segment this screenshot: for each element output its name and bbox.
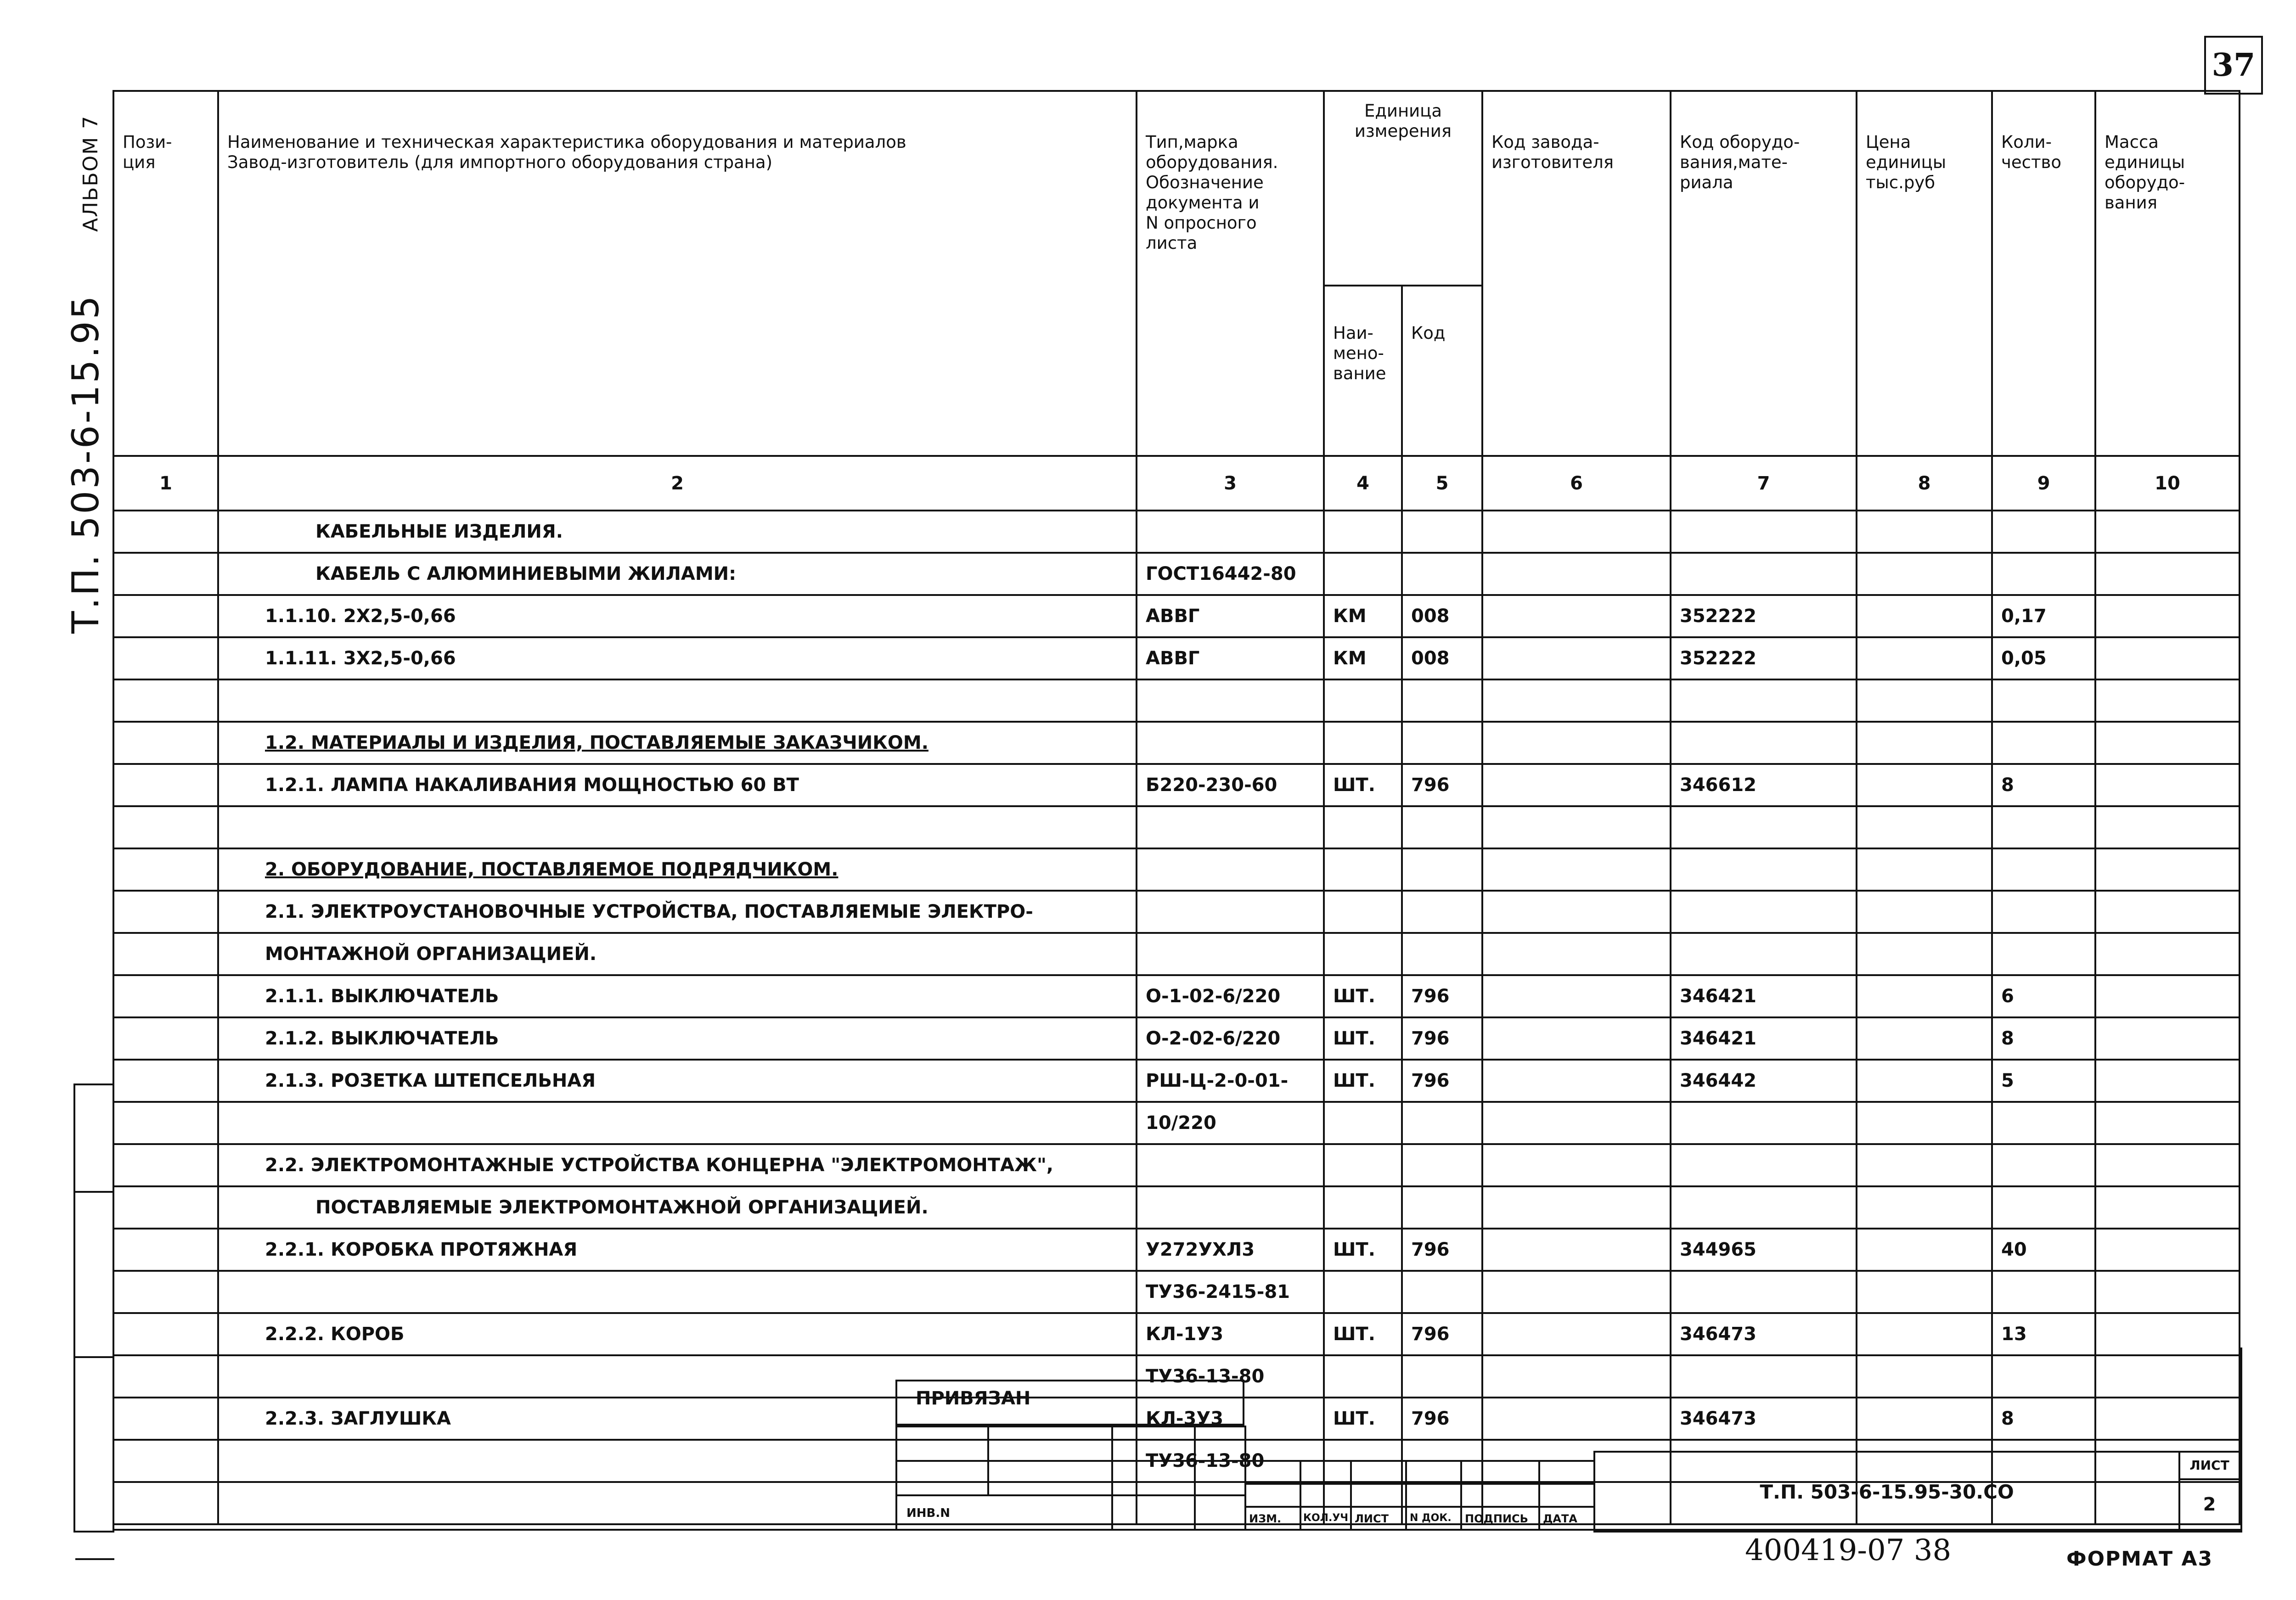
cell-position bbox=[113, 764, 218, 806]
cell-name: КАБЕЛЬНЫЕ ИЗДЕЛИЯ. bbox=[218, 511, 1137, 553]
cell-mass bbox=[2095, 595, 2240, 637]
cell-unit: ШТ. bbox=[1324, 1060, 1402, 1102]
cell-material-code: 346421 bbox=[1671, 975, 1857, 1017]
cell-position bbox=[113, 806, 218, 848]
cell-type bbox=[1137, 1144, 1324, 1186]
cell-position bbox=[113, 848, 218, 891]
cell-price bbox=[1857, 637, 1992, 679]
cell-price bbox=[1857, 975, 1992, 1017]
header-unit-name: Наи- мено- вание bbox=[1324, 286, 1402, 456]
column-number: 8 bbox=[1857, 456, 1992, 511]
cell-price bbox=[1857, 1186, 1992, 1229]
cell-name bbox=[218, 1271, 1137, 1313]
cell-material-code: 346421 bbox=[1671, 1017, 1857, 1060]
project-code-vertical: Т.П. 503-6-15.95 bbox=[64, 294, 107, 634]
cell-quantity bbox=[1992, 553, 2095, 595]
column-number: 2 bbox=[218, 456, 1137, 511]
cell-unit bbox=[1324, 679, 1402, 722]
format-label: ФОРМАТ А3 bbox=[2066, 1547, 2213, 1571]
cell-type bbox=[1137, 679, 1324, 722]
cell-unit-code: 796 bbox=[1402, 1017, 1482, 1060]
cell-position bbox=[113, 1271, 218, 1313]
col-ndok: N ДОК. bbox=[1407, 1508, 1462, 1531]
revision-stamp bbox=[895, 1380, 1244, 1529]
cell-name bbox=[218, 1102, 1137, 1144]
cell-price bbox=[1857, 1229, 1992, 1271]
frame-line bbox=[75, 1558, 114, 1560]
cell-type: КЛ-3У3 bbox=[1137, 1398, 1324, 1440]
cell-type: ТУ36-13-80 bbox=[1137, 1355, 1324, 1398]
cell-unit bbox=[1324, 553, 1402, 595]
table-row bbox=[113, 1102, 2240, 1144]
cell-mass bbox=[2095, 975, 2240, 1017]
cell-unit-code: 796 bbox=[1402, 1398, 1482, 1440]
cell-position bbox=[113, 891, 218, 933]
cell-material-code: 352222 bbox=[1671, 637, 1857, 679]
cell-unit-code bbox=[1402, 1271, 1482, 1313]
cell-material-code bbox=[1671, 806, 1857, 848]
cell-plant-code bbox=[1482, 848, 1671, 891]
cell-material-code bbox=[1671, 511, 1857, 553]
cell-material-code: 346442 bbox=[1671, 1060, 1857, 1102]
cell-unit bbox=[1324, 848, 1402, 891]
cell-unit-code bbox=[1402, 553, 1482, 595]
cell-unit-code bbox=[1402, 891, 1482, 933]
album-label: АЛЬБОМ 7 bbox=[79, 115, 102, 232]
cell-position bbox=[113, 933, 218, 975]
cell-price bbox=[1857, 679, 1992, 722]
table-row bbox=[113, 1271, 2240, 1313]
cell-material-code bbox=[1671, 891, 1857, 933]
cell-quantity: 40 bbox=[1992, 1229, 2095, 1271]
cell-quantity bbox=[1992, 1186, 2095, 1229]
col-kolvo: КОЛ.УЧ bbox=[1301, 1508, 1352, 1531]
cell-unit-code: 796 bbox=[1402, 975, 1482, 1017]
cell-unit bbox=[1324, 1144, 1402, 1186]
cell-name: 1.1.10. 2Х2,5-0,66 bbox=[218, 595, 1137, 637]
header-mass: Масса единицы оборудо- вания bbox=[2095, 91, 2240, 456]
cell-type bbox=[1137, 933, 1324, 975]
cell-type: АВВГ bbox=[1137, 595, 1324, 637]
cell-unit: ШТ. bbox=[1324, 1398, 1402, 1440]
cell-plant-code bbox=[1482, 1144, 1671, 1186]
cell-name: МОНТАЖНОЙ ОРГАНИЗАЦИЕЙ. bbox=[218, 933, 1137, 975]
cell-type: 10/220 bbox=[1137, 1102, 1324, 1144]
cell-quantity bbox=[1992, 679, 2095, 722]
cell-material-code: 346612 bbox=[1671, 764, 1857, 806]
cell-material-code bbox=[1671, 1186, 1857, 1229]
cell-mass bbox=[2095, 806, 2240, 848]
cell-unit bbox=[1324, 722, 1402, 764]
frame-line bbox=[75, 1356, 114, 1358]
cell-position bbox=[113, 975, 218, 1017]
cell-quantity: 5 bbox=[1992, 1060, 2095, 1102]
cell-name: 2.2.2. КОРОБ bbox=[218, 1313, 1137, 1355]
cell-position bbox=[113, 679, 218, 722]
cell-unit-code bbox=[1402, 933, 1482, 975]
cell-position bbox=[113, 722, 218, 764]
cell-unit bbox=[1324, 933, 1402, 975]
cell-name: 2.1.3. РОЗЕТКА ШТЕПСЕЛЬНАЯ bbox=[218, 1060, 1137, 1102]
cell-price bbox=[1857, 722, 1992, 764]
cell-mass bbox=[2095, 764, 2240, 806]
cell-price bbox=[1857, 553, 1992, 595]
title-block bbox=[1593, 1451, 2242, 1533]
cell-material-code bbox=[1671, 553, 1857, 595]
header-plant-code: Код завода- изготовителя bbox=[1482, 91, 1671, 456]
cell-mass bbox=[2095, 637, 2240, 679]
cell-quantity: 6 bbox=[1992, 975, 2095, 1017]
table-row bbox=[113, 933, 2240, 975]
cell-quantity bbox=[1992, 1271, 2095, 1313]
cell-name: 2.2.1. КОРОБКА ПРОТЯЖНАЯ bbox=[218, 1229, 1137, 1271]
column-number: 1 bbox=[113, 456, 218, 511]
table-row bbox=[113, 511, 2240, 553]
cell-price bbox=[1857, 595, 1992, 637]
cell-price bbox=[1857, 764, 1992, 806]
cell-position bbox=[113, 511, 218, 553]
cell-plant-code bbox=[1482, 553, 1671, 595]
table-row bbox=[113, 848, 2240, 891]
table-row bbox=[113, 975, 2240, 1017]
specification-table bbox=[113, 90, 2240, 1525]
cell-quantity bbox=[1992, 1144, 2095, 1186]
cell-material-code: 344965 bbox=[1671, 1229, 1857, 1271]
header-name: Наименование и техническая характеристика оборудования и материалов Завод-изготовитель (для импортного оборудования страна) bbox=[218, 91, 1137, 456]
cell-name: КАБЕЛЬ С АЛЮМИНИЕВЫМИ ЖИЛАМИ: bbox=[218, 553, 1137, 595]
cell-unit: ШТ. bbox=[1324, 1017, 1402, 1060]
cell-quantity bbox=[1992, 511, 2095, 553]
cell-unit bbox=[1324, 1186, 1402, 1229]
cell-position bbox=[113, 637, 218, 679]
cell-unit bbox=[1324, 1102, 1402, 1144]
cell-mass bbox=[2095, 1060, 2240, 1102]
cell-price bbox=[1857, 1144, 1992, 1186]
page-number: 37 bbox=[2204, 36, 2263, 95]
column-number: 4 bbox=[1324, 456, 1402, 511]
cell-type: ТУ36-13-80 bbox=[1137, 1440, 1324, 1482]
stamp-grid bbox=[895, 1426, 1246, 1531]
table-row bbox=[113, 637, 2240, 679]
sheet-number: 2 bbox=[2203, 1494, 2216, 1515]
cell-plant-code bbox=[1482, 1271, 1671, 1313]
cell-mass bbox=[2095, 1229, 2240, 1271]
cell-type bbox=[1137, 511, 1324, 553]
cell-position bbox=[113, 1229, 218, 1271]
cell-price bbox=[1857, 1271, 1992, 1313]
cell-name: 2.1.2. ВЫКЛЮЧАТЕЛЬ bbox=[218, 1017, 1137, 1060]
table-row bbox=[113, 1017, 2240, 1060]
header-type: Тип,марка оборудования. Обозначение документа и N опросного листа bbox=[1137, 91, 1324, 456]
cell-material-code bbox=[1671, 679, 1857, 722]
cell-quantity bbox=[1992, 806, 2095, 848]
inventory-number: 400419-07 38 bbox=[1745, 1533, 1952, 1567]
document-code: Т.П. 503-6-15.95-30.СО bbox=[1595, 1453, 2180, 1531]
table-row bbox=[113, 553, 2240, 595]
cell-unit bbox=[1324, 511, 1402, 553]
cell-quantity: 0,05 bbox=[1992, 637, 2095, 679]
cell-price bbox=[1857, 933, 1992, 975]
cell-quantity bbox=[1992, 891, 2095, 933]
cell-mass bbox=[2095, 1186, 2240, 1229]
cell-plant-code bbox=[1482, 637, 1671, 679]
inventory-label: ИНВ.N bbox=[897, 1496, 1113, 1531]
cell-material-code: 346473 bbox=[1671, 1313, 1857, 1355]
cell-material-code bbox=[1671, 1102, 1857, 1144]
header-material-code: Код оборудо- вания,мате- риала bbox=[1671, 91, 1857, 456]
bound-label: ПРИВЯЗАН bbox=[895, 1380, 1244, 1426]
sheet-label: ЛИСТ bbox=[2178, 1453, 2240, 1480]
cell-mass bbox=[2095, 1144, 2240, 1186]
cell-type bbox=[1137, 1186, 1324, 1229]
table-row bbox=[113, 595, 2240, 637]
cell-unit-code bbox=[1402, 679, 1482, 722]
cell-type: ТУ36-2415-81 bbox=[1137, 1271, 1324, 1313]
cell-unit bbox=[1324, 891, 1402, 933]
cell-unit-code: 796 bbox=[1402, 1229, 1482, 1271]
cell-name: 2. ОБОРУДОВАНИЕ, ПОСТАВЛЯЕМОЕ ПОДРЯДЧИКОМ. bbox=[218, 848, 1137, 891]
cell-plant-code bbox=[1482, 679, 1671, 722]
cell-price bbox=[1857, 1102, 1992, 1144]
cell-unit: ШТ. bbox=[1324, 764, 1402, 806]
cell-plant-code bbox=[1482, 511, 1671, 553]
cell-type: О-2-02-6/220 bbox=[1137, 1017, 1324, 1060]
cell-plant-code bbox=[1482, 975, 1671, 1017]
cell-price bbox=[1857, 848, 1992, 891]
table-row bbox=[113, 891, 2240, 933]
cell-mass bbox=[2095, 1271, 2240, 1313]
cell-unit bbox=[1324, 1271, 1402, 1313]
cell-type bbox=[1137, 806, 1324, 848]
col-data: ДАТА bbox=[1540, 1508, 1595, 1531]
cell-material-code bbox=[1671, 933, 1857, 975]
cell-material-code: 352222 bbox=[1671, 595, 1857, 637]
cell-mass bbox=[2095, 848, 2240, 891]
cell-position bbox=[113, 1060, 218, 1102]
cell-type bbox=[1137, 848, 1324, 891]
cell-unit: ШТ. bbox=[1324, 1313, 1402, 1355]
column-numbers-row bbox=[113, 456, 2240, 511]
cell-position bbox=[113, 1186, 218, 1229]
cell-quantity bbox=[1992, 933, 2095, 975]
cell-mass bbox=[2095, 1102, 2240, 1144]
cell-type bbox=[1137, 722, 1324, 764]
cell-material-code bbox=[1671, 1271, 1857, 1313]
table-row bbox=[113, 679, 2240, 722]
column-number: 7 bbox=[1671, 456, 1857, 511]
cell-unit: ШТ. bbox=[1324, 1229, 1402, 1271]
cell-material-code bbox=[1671, 1144, 1857, 1186]
column-number: 3 bbox=[1137, 456, 1324, 511]
cell-mass bbox=[2095, 722, 2240, 764]
cell-plant-code bbox=[1482, 1229, 1671, 1271]
table-row bbox=[113, 722, 2240, 764]
header-quantity: Коли- чество bbox=[1992, 91, 2095, 456]
cell-name: 2.2. ЭЛЕКТРОМОНТАЖНЫЕ УСТРОЙСТВА КОНЦЕРНА "ЭЛЕКТРОМОНТАЖ", bbox=[218, 1144, 1137, 1186]
cell-position bbox=[113, 553, 218, 595]
cell-name: 2.1. ЭЛЕКТРОУСТАНОВОЧНЫЕ УСТРОЙСТВА, ПОСТАВЛЯЕМЫЕ ЭЛЕКТРО- bbox=[218, 891, 1137, 933]
cell-name bbox=[218, 679, 1137, 722]
cell-position bbox=[113, 1102, 218, 1144]
cell-type: Б220-230-60 bbox=[1137, 764, 1324, 806]
header-unit: Единица измерения bbox=[1324, 91, 1482, 286]
cell-plant-code bbox=[1482, 764, 1671, 806]
cell-type: У272УХЛ3 bbox=[1137, 1229, 1324, 1271]
header-unit-code: Код bbox=[1402, 286, 1482, 456]
column-number: 10 bbox=[2095, 456, 2240, 511]
cell-price bbox=[1857, 511, 1992, 553]
cell-unit-code: 796 bbox=[1402, 1313, 1482, 1355]
cell-name: 1.2. МАТЕРИАЛЫ И ИЗДЕЛИЯ, ПОСТАВЛЯЕМЫЕ ЗАКАЗЧИКОМ. bbox=[218, 722, 1137, 764]
cell-unit-code bbox=[1402, 1102, 1482, 1144]
cell-price bbox=[1857, 1017, 1992, 1060]
cell-type bbox=[1137, 891, 1324, 933]
cell-unit-code bbox=[1402, 1144, 1482, 1186]
cell-type: РШ-Ц-2-0-01- bbox=[1137, 1060, 1324, 1102]
cell-mass bbox=[2095, 933, 2240, 975]
cell-mass bbox=[2095, 679, 2240, 722]
column-number: 6 bbox=[1482, 456, 1671, 511]
cell-unit: КМ bbox=[1324, 637, 1402, 679]
cell-plant-code bbox=[1482, 1017, 1671, 1060]
table-row bbox=[113, 806, 2240, 848]
cell-type: ГОСТ16442-80 bbox=[1137, 553, 1324, 595]
cell-unit-code bbox=[1402, 722, 1482, 764]
cell-material-code bbox=[1671, 722, 1857, 764]
signature-grid bbox=[1244, 1460, 1595, 1531]
cell-position bbox=[113, 595, 218, 637]
header-price: Цена единицы тыс.руб bbox=[1857, 91, 1992, 456]
cell-name: ПОСТАВЛЯЕМЫЕ ЭЛЕКТРОМОНТАЖНОЙ ОРГАНИЗАЦИЕЙ. bbox=[218, 1186, 1137, 1229]
cell-name: 1.2.1. ЛАМПА НАКАЛИВАНИЯ МОЩНОСТЬЮ 60 ВТ bbox=[218, 764, 1137, 806]
cell-unit-code bbox=[1402, 511, 1482, 553]
cell-plant-code bbox=[1482, 722, 1671, 764]
cell-quantity: 0,17 bbox=[1992, 595, 2095, 637]
cell-mass bbox=[2095, 891, 2240, 933]
table-row bbox=[113, 1144, 2240, 1186]
cell-unit: КМ bbox=[1324, 595, 1402, 637]
left-margin-frame bbox=[73, 1084, 114, 1533]
cell-plant-code bbox=[1482, 933, 1671, 975]
cell-quantity bbox=[1992, 1102, 2095, 1144]
cell-plant-code bbox=[1482, 1102, 1671, 1144]
cell-unit-code: 008 bbox=[1402, 637, 1482, 679]
cell-material-code bbox=[1671, 848, 1857, 891]
cell-quantity: 13 bbox=[1992, 1313, 2095, 1355]
cell-price bbox=[1857, 806, 1992, 848]
cell-quantity bbox=[1992, 848, 2095, 891]
col-podpis: ПОДПИСЬ bbox=[1462, 1508, 1540, 1531]
cell-type: АВВГ bbox=[1137, 637, 1324, 679]
cell-mass bbox=[2095, 511, 2240, 553]
cell-plant-code bbox=[1482, 891, 1671, 933]
cell-plant-code bbox=[1482, 1060, 1671, 1102]
cell-position bbox=[113, 1144, 218, 1186]
cell-unit bbox=[1324, 806, 1402, 848]
column-number: 9 bbox=[1992, 456, 2095, 511]
cell-position bbox=[113, 1017, 218, 1060]
table-row bbox=[113, 1186, 2240, 1229]
cell-unit-code bbox=[1402, 1186, 1482, 1229]
col-list: ЛИСТ bbox=[1352, 1508, 1407, 1531]
cell-quantity: 8 bbox=[1992, 764, 2095, 806]
cell-unit-code bbox=[1402, 806, 1482, 848]
cell-type: КЛ-1У3 bbox=[1137, 1313, 1324, 1355]
cell-mass bbox=[2095, 553, 2240, 595]
cell-name: 2.2.3. ЗАГЛУШКА bbox=[218, 1398, 1137, 1440]
cell-mass bbox=[2095, 1017, 2240, 1060]
cell-name: 1.1.11. 3Х2,5-0,66 bbox=[218, 637, 1137, 679]
cell-unit: ШТ. bbox=[1324, 975, 1402, 1017]
cell-unit-code: 796 bbox=[1402, 1060, 1482, 1102]
cell-name: 2.1.1. ВЫКЛЮЧАТЕЛЬ bbox=[218, 975, 1137, 1017]
cell-material-code: 346473 bbox=[1671, 1398, 1857, 1440]
table-row bbox=[113, 1229, 2240, 1271]
cell-name bbox=[218, 806, 1137, 848]
table-row bbox=[113, 1060, 2240, 1102]
cell-quantity: 8 bbox=[1992, 1398, 2095, 1440]
cell-plant-code bbox=[1482, 595, 1671, 637]
cell-quantity bbox=[1992, 722, 2095, 764]
table-row bbox=[113, 764, 2240, 806]
cell-unit-code: 008 bbox=[1402, 595, 1482, 637]
column-number: 5 bbox=[1402, 456, 1482, 511]
cell-plant-code bbox=[1482, 1186, 1671, 1229]
header-position: Пози- ция bbox=[113, 91, 218, 456]
cell-type: О-1-02-6/220 bbox=[1137, 975, 1324, 1017]
cell-unit-code: 796 bbox=[1402, 764, 1482, 806]
cell-quantity: 8 bbox=[1992, 1017, 2095, 1060]
col-izm: ИЗМ. bbox=[1246, 1508, 1301, 1531]
cell-unit-code bbox=[1402, 848, 1482, 891]
frame-line bbox=[75, 1191, 114, 1193]
cell-price bbox=[1857, 891, 1992, 933]
cell-plant-code bbox=[1482, 806, 1671, 848]
cell-price bbox=[1857, 1060, 1992, 1102]
